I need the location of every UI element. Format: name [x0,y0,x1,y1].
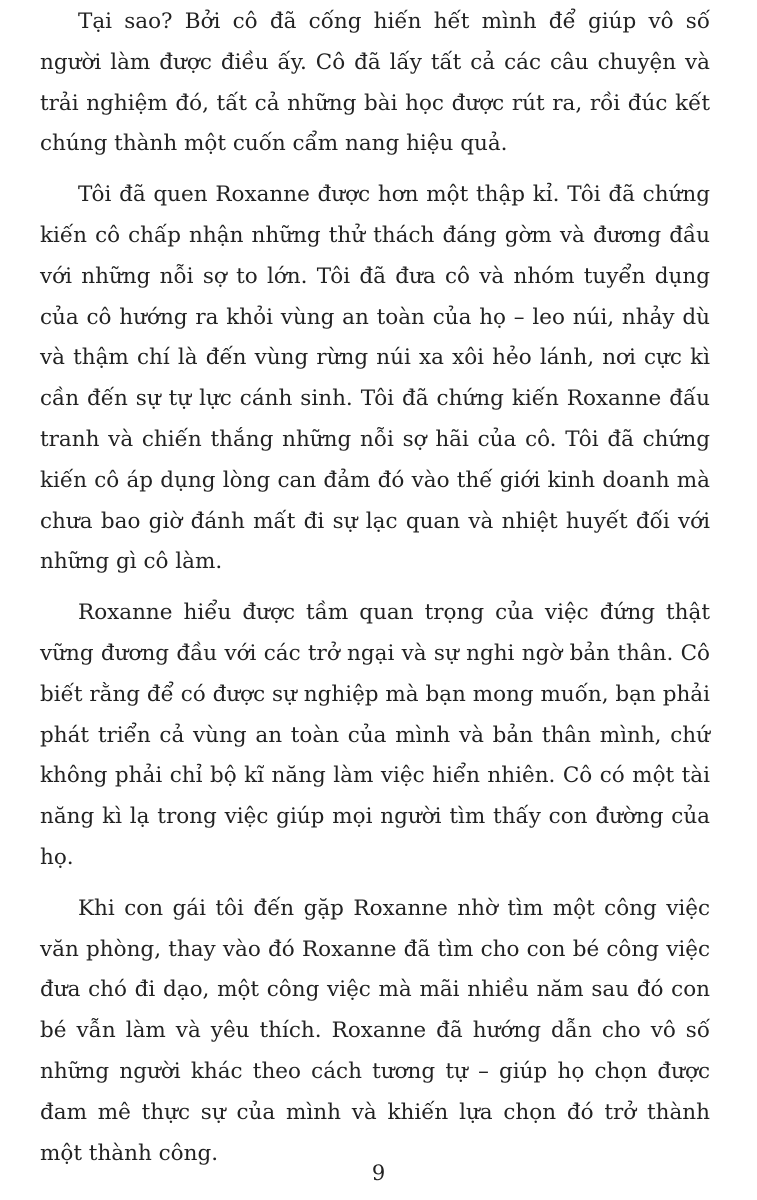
paragraph-2: Tôi đã quen Roxanne được hơn một thập kỉ. Tôi đã chứng kiến cô chấp nhận những thử thách đáng gờm và đương đầu với những nỗi sợ to lớn. Tôi đã đưa cô và nhóm tuyển dụng của cô hướng ra khỏi vùng an toàn của họ – leo núi, nhảy dù và thậm chí là đến vùng rừng núi xa xôi hẻo lánh, nơi cực kì cần đến sự tự lực cánh sinh. Tôi đã chứng kiến Roxanne đấu tranh và chiến thắng những nỗi sợ hãi của cô. Tôi đã chứng kiến cô áp dụng lòng can đảm đó vào thế giới kinh doanh mà chưa bao giờ đánh mất đi sự lạc quan và nhiệt huyết đối với những gì cô làm. [40,182,710,575]
paragraph-1: Tại sao? Bởi cô đã cống hiến hết mình để giúp vô số người làm được điều ấy. Cô đã lấy tất cả các câu chuyện và trải nghiệm đó, tất cả những bài học được rút ra, rồi đúc kết chúng thành một cuốn cẩm nang hiệu quả. [40,9,710,157]
page-number: 9 [371,1161,386,1185]
paragraph-3: Roxanne hiểu được tầm quan trọng của việc đứng thật vững đương đầu với các trở ngại và sự nghi ngờ bản thân. Cô biết rằng để có được sự nghiệp mà bạn mong muốn, bạn phải phát triển cả vùng an toàn của mình và bản thân mình, chứ không phải chỉ bộ kĩ năng làm việc hiển nhiên. Cô có một tài năng kì lạ trong việc giúp mọi người tìm thấy con đường của họ. [40,600,710,870]
paragraph-4: Khi con gái tôi đến gặp Roxanne nhờ tìm một công việc văn phòng, thay vào đó Roxanne đã tìm cho con bé công việc đưa chó đi dạo, một công việc mà mãi nhiều năm sau đó con bé vẫn làm và yêu thích. Roxanne đã hướng dẫn cho vô số những người khác theo cách tương tự – giúp họ chọn được đam mê thực sự của mình và khiến lựa chọn đó trở thành một thành công. [40,895,710,1166]
body-text [40,2,710,1184]
